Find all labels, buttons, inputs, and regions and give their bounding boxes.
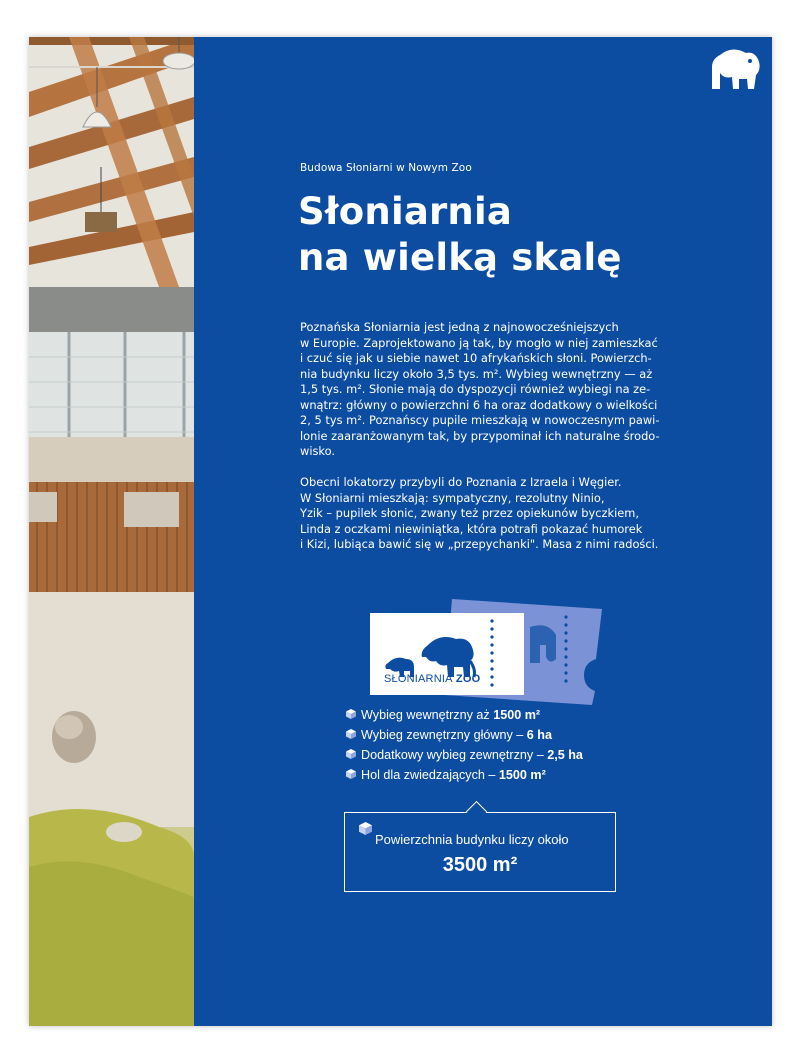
fact-item [346,725,583,745]
elephant-icon [706,47,762,91]
page-title [298,189,622,281]
elephant-house-photo [29,37,194,1026]
fact-value: 2,5 ha [547,748,583,762]
page [29,37,772,1026]
fact-item [346,705,583,725]
summary-box [344,812,616,892]
fact-value: 1500 m² [498,768,546,782]
ticket-label-bold: ZOO [455,673,481,685]
fact-value: 1500 m² [493,708,541,722]
cube-bullet-icon [346,749,356,759]
cube-bullet-icon [346,709,356,719]
fact-text: Dodatkowy wybieg zewnętrzny – [361,748,548,762]
fact-text: Wybieg wewnętrzny aż [361,708,494,722]
title-line-1: Słoniarnia [298,190,513,233]
content-panel [194,37,772,1026]
article-paragraph-1: Poznańska Słoniarnia jest jedną z najnowocześniejszych w Europie. Zaprojektowano ją tak, by mogło w niej zamieszkać i czuć się jak u siebie nawet 10 afrykańskich słoni. Powierzch- nia budynku liczy około 3,5 tys. m². Wybieg wewnętrzny — aż 1,5 tys. m². Słonie mają do dyspozycji również wybiegi na ze- wnątrz: główny o powierzchni 6 ha oraz dodatkowy o wielkości 2, 5 tys m². Poznańscy pupile mieszkają w nowoczesnym pawi- lonie zaaranżowanym tak, by przypominał ich naturalne środo- wisko. [300,320,660,458]
fact-text: Hol dla zwiedzających – [361,768,499,782]
cube-bullet-icon [346,729,356,739]
ticket-graphic [370,599,602,711]
photo-illustration [29,37,194,1026]
ticket-label-main: SŁONIARNIA [384,673,453,685]
summary-value: 3500 m² [442,854,518,876]
facts-list [346,705,583,785]
cube-bullet-icon [359,822,372,835]
summary-text: Powierzchnia budynku liczy około [375,832,569,847]
fact-item [346,765,583,785]
fact-text: Wybieg zewnętrzny główny – [361,728,527,742]
article-body [300,320,696,568]
ticket-label [384,673,480,685]
elephant-ticket-icon [370,599,602,711]
summary-notch [466,801,487,822]
cube-bullet-icon [346,769,356,779]
title-line-2: na wielką skalę [298,236,622,279]
section-kicker: Budowa Słoniarni w Nowym Zoo [300,162,472,174]
article-paragraph-2: Obecni lokatorzy przybyli do Poznania z Izraela i Węgier. W Słoniarni mieszkają: sympatyczny, rezolutny Ninio, Yzik – pupilek słonic, zwany też przez opiekunów byczkiem, Linda z oczkami niewiniątka, która potrafi pokazać humorek i Kizi, lubiąca bawić się w „przepychanki". Masa z nimi radości. [300,475,659,551]
fact-item [346,745,583,765]
fact-value: 6 ha [526,728,552,742]
